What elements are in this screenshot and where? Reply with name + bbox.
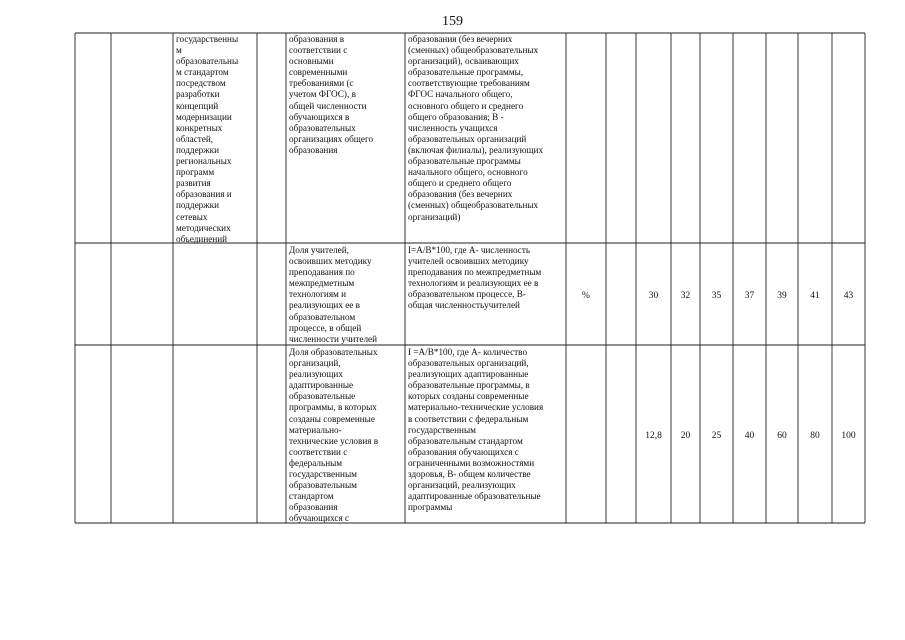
row2-value-6: 41 [810,291,820,301]
row3-value-4: 40 [744,431,755,441]
row2-indicator-text: Доля учителей, освоивших методику преподавания по межпредметным технологиям и реализующих ее в образовательном процессе, в общей численности учителей [289,245,378,344]
row2-value-7: 43 [843,291,854,301]
row3-value-2: 20 [680,431,691,441]
row1-indicator-text: образования в соответствии с основными современными требованиями (с учетом ФГОС), в общей численности обучающихся в образовательных организациях общего образования [289,34,374,155]
row1-goal-text: государственны м образовательны м стандартом посредством разработки концепций модернизации конкретных областей, поддержки региональных программ развития образования и поддержки сетевых методических объединений [176,34,239,244]
row3-value-1: 12,8 [645,431,662,441]
row2-unit: % [582,291,590,301]
row2-value-5: 39 [777,291,787,301]
row2-value-3: 35 [711,291,722,301]
row2-value-2: 32 [680,291,691,301]
row3-value-7: 100 [841,431,856,441]
row2-value-4: 37 [744,291,755,301]
row2-formula-text: I=А/В*100, где А- численность учителей освоивших методику преподавания по межпредметным технологиям и реализующих ее в образовательном процессе, В- общая численностьучителей [408,245,542,311]
row2-value-1: 30 [648,291,659,301]
row3-value-6: 80 [810,431,820,441]
row1-formula-text: образования (без вечерних (сменных) общеобразовательных организаций), осваивающих образовательные программы, соответствующие требованиям ФГОС начального общего, основного общего и среднего общего образования; В - численность учащихся образовательных организаций (включая филиалы), реализующих образовательные программы начального общего, основного общего и среднего общего образования (без вечерних (сменных) общеобразовательных организаций) [408,34,544,222]
row3-value-3: 25 [711,431,722,441]
row3-indicator-text: Доля образовательных организаций, реализующих адаптированные образовательные программы, в которых созданы современные материально- технические условия в соответствии с федеральным государственным образовательным стандартом образования обучающихся с [289,347,379,524]
page-number: 159 [442,14,463,29]
row3-value-5: 60 [777,431,787,441]
row3-formula-text: I =А/В*100, где А- количество образовательных организаций, реализующих адаптированные образовательные программы, в которых созданы современные материально-технические условия в соответствии с федеральным государственным образовательным стандартом образования обучающихся с ограниченными возможностями здоровья, В- общем количестве организаций, реализующих адаптированные образовательные программы [408,347,544,513]
